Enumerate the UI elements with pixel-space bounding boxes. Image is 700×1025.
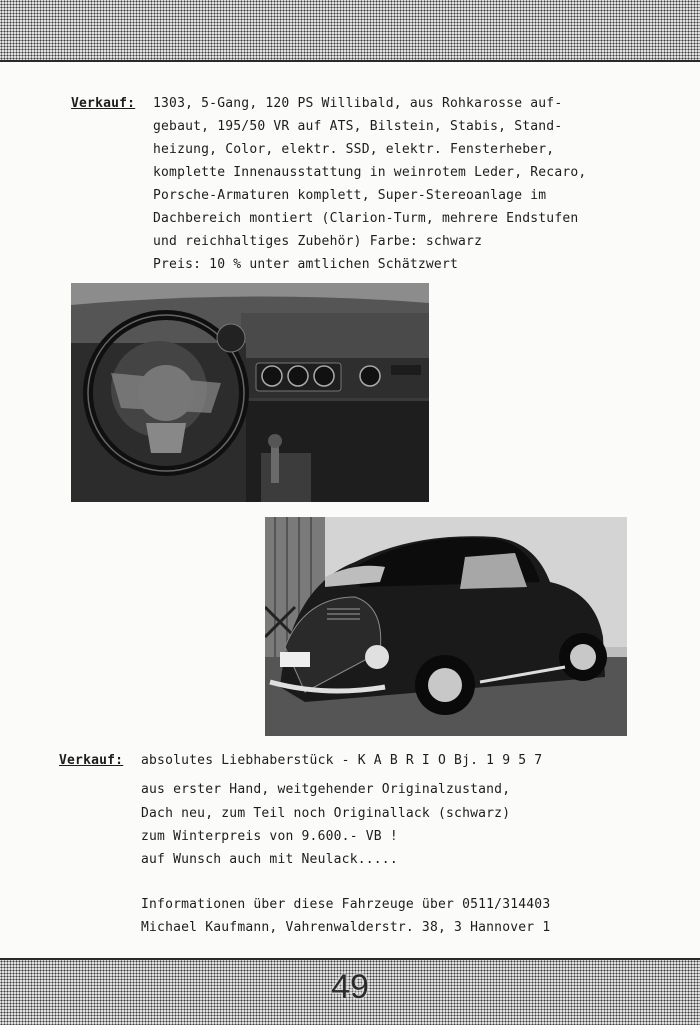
listing-2-line: auf Wunsch auch mit Neulack..... <box>141 852 398 867</box>
top-dotted-band <box>0 0 700 62</box>
cabrio-photo <box>265 517 627 736</box>
contact-line: Informationen über diese Fahrzeuge über 0511/314403 <box>141 897 551 912</box>
listing-2-headline: absolutes Liebhaberstück - K A B R I O Bj. 1 9 5 7 <box>141 753 543 768</box>
contact-line: Michael Kaufmann, Vahrenwalderstr. 38, 3 Hannover 1 <box>141 920 551 935</box>
listing-1-line: 1303, 5-Gang, 120 PS Willibald, aus Rohkarosse auf- <box>153 96 563 111</box>
listing-1-line: und reichhaltiges Zubehör) Farbe: schwarz <box>153 234 483 249</box>
listing-1-label: Verkauf: <box>71 96 136 111</box>
listing-1-line: komplette Innenausstattung in weinrotem Leder, Recaro, <box>153 165 587 180</box>
listing-1-line: gebaut, 195/50 VR auf ATS, Bilstein, Stabis, Stand- <box>153 119 563 134</box>
listing-2-line: zum Winterpreis von 9.600.- VB ! <box>141 829 398 844</box>
listing-1-line: heizung, Color, elektr. SSD, elektr. Fensterheber, <box>153 142 555 157</box>
listing-2-label: Verkauf: <box>59 753 124 768</box>
listing-1-line: Preis: 10 % unter amtlichen Schätzwert <box>153 257 459 272</box>
dashboard-photo <box>71 283 429 502</box>
listing-2-line: Dach neu, zum Teil noch Originallack (schwarz) <box>141 806 511 821</box>
page-number: 49 <box>331 968 369 1006</box>
listing-1-line: Porsche-Armaturen komplett, Super-Stereoanlage im <box>153 188 547 203</box>
listing-2-line: aus erster Hand, weitgehender Originalzustand, <box>141 782 511 797</box>
listing-1-line: Dachbereich montiert (Clarion-Turm, mehrere Endstufen <box>153 211 579 226</box>
